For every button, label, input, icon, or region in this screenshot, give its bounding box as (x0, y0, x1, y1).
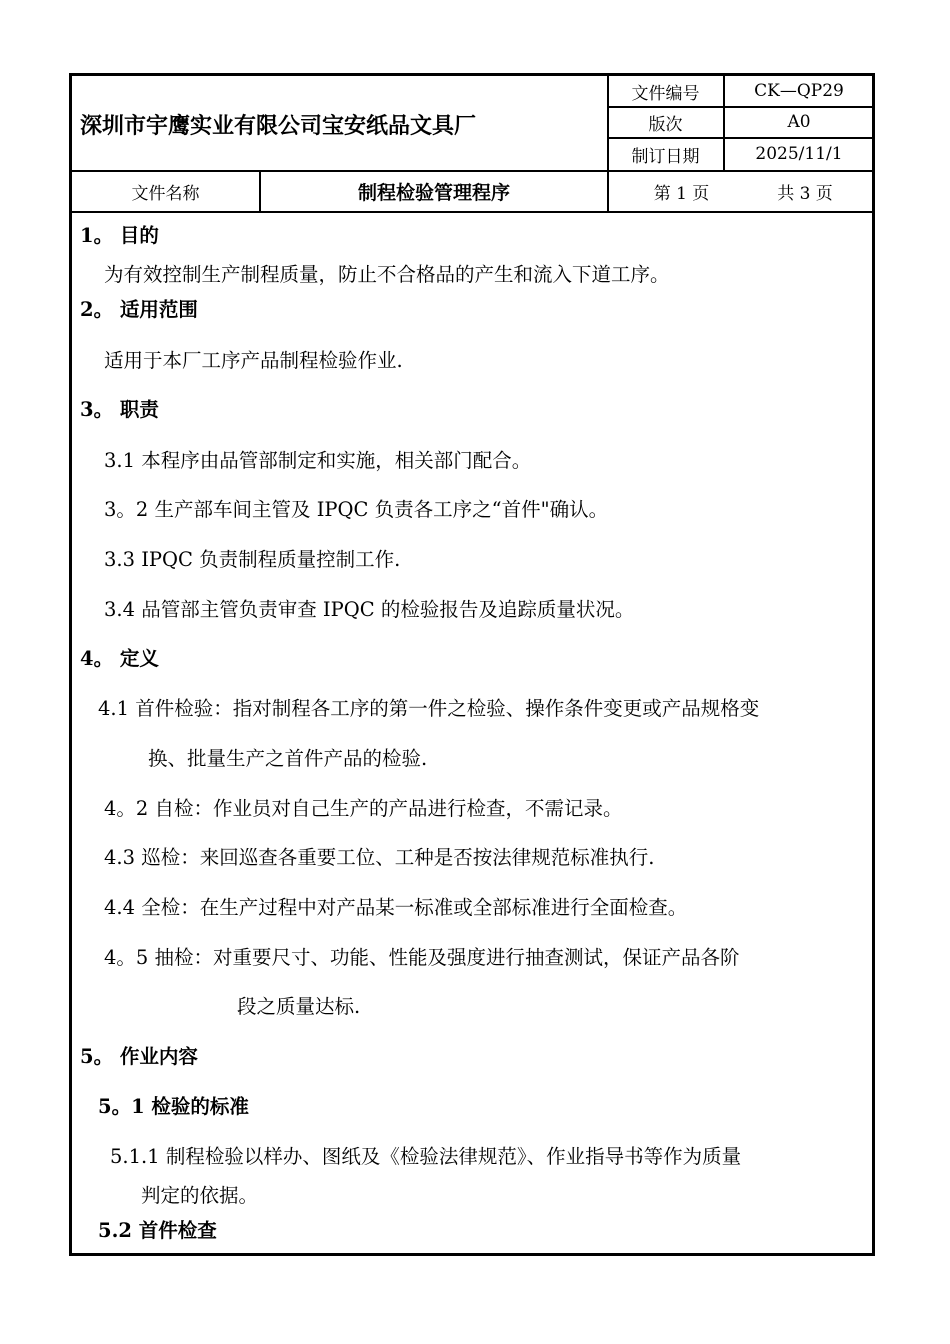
version-value: A0 (787, 112, 811, 132)
file-name-value: 制程检验管理程序 (357, 181, 510, 204)
section-3-2: 3。2 生产部车间主管及 IPQC 负责各工序之“首件"确认。 (104, 498, 609, 521)
section-1-text: 为有效控制生产制程质量，防止不合格品的产生和流入下道工序。 (104, 263, 670, 286)
section-3-4: 3.4 品管部主管负责审查 IPQC 的检验报告及追踪质量状况。 (104, 598, 635, 621)
section-4-5-line1: 4。5 抽检：对重要尺寸、功能、性能及强度进行抽查测试，保证产品各阶 (104, 946, 740, 969)
header-divider (69, 211, 875, 213)
section-3-title: 3。 职责 (80, 398, 159, 421)
document-frame (69, 73, 875, 1256)
section-4-2: 4。2 自检：作业员对自己生产的产品进行检查，不需记录。 (104, 797, 623, 820)
section-4-3: 4.3 巡检：来回巡查各重要工位、工种是否按法律规范标准执行. (104, 846, 655, 869)
doc-number-value: CK—QP29 (754, 81, 844, 101)
version-label: 版次 (648, 114, 683, 135)
section-4-1-line2: 换、批量生产之首件产品的检验. (148, 747, 428, 770)
company-name: 深圳市宇鹰实业有限公司宝安纸品文具厂 (80, 112, 477, 139)
section-4-title: 4。 定义 (80, 647, 159, 670)
total-pages: 共 3 页 (777, 183, 833, 204)
section-5-1-1-line2: 判定的依据。 (141, 1184, 259, 1207)
date-value: 2025/11/1 (755, 144, 843, 164)
section-5-title: 5。 作业内容 (80, 1045, 198, 1068)
file-name-label: 文件名称 (131, 183, 200, 204)
section-5-1-title: 5。1 检验的标准 (98, 1095, 249, 1118)
section-3-3: 3.3 IPQC 负责制程质量控制工作. (104, 548, 401, 571)
page-number: 第 1 页 (653, 183, 710, 204)
section-2-text: 适用于本厂工序产品制程检验作业. (104, 349, 403, 372)
date-label: 制订日期 (631, 146, 700, 167)
section-4-5-line2: 段之质量达标. (237, 995, 361, 1018)
section-2-title: 2。 适用范围 (80, 298, 198, 321)
section-4-4: 4.4 全检：在生产过程中对产品某一标准或全部标准进行全面检查。 (104, 896, 688, 919)
section-5-1-1-line1: 5.1.1 制程检验以样办、图纸及《检验法律规范》、作业指导书等作为质量 (110, 1145, 742, 1168)
section-3-1: 3.1 本程序由品管部制定和实施，相关部门配合。 (104, 449, 532, 472)
section-5-2-title: 5.2 首件检查 (98, 1219, 217, 1242)
doc-number-label: 文件编号 (631, 83, 700, 104)
section-1-title: 1。 目的 (80, 224, 159, 247)
section-4-1-line1: 4.1 首件检验：指对制程各工序的第一件之检验、操作条件变更或产品规格变 (98, 697, 760, 720)
